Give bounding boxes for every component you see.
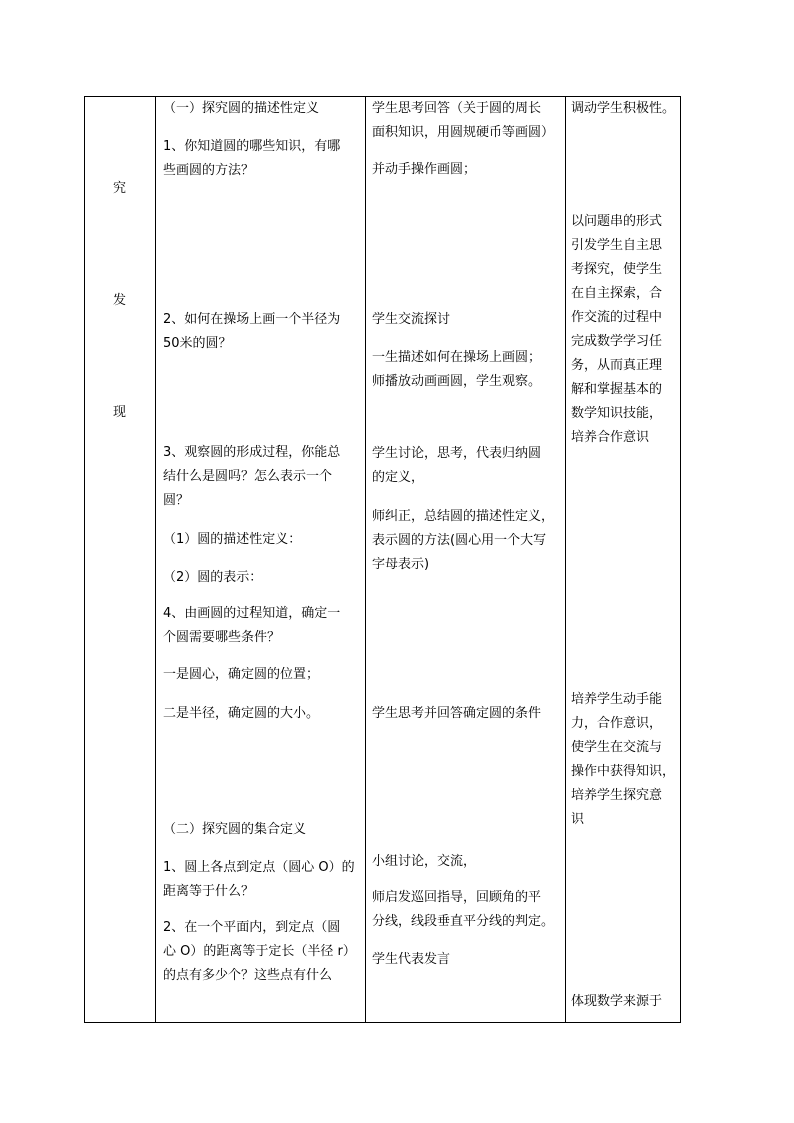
activity-text: 学生思考并回答确定圆的条件 [372, 706, 542, 721]
stage-label: 发 [113, 293, 127, 308]
question-text: 2、在一个平面内，到定点（圆 [163, 920, 341, 935]
question-text: 1、圆上各点到定点（圆心 O）的 [163, 860, 355, 875]
section-heading: （一）探究圆的描述性定义 [163, 101, 320, 116]
table-border-left [84, 96, 85, 1023]
activity-text: 师播放动画画圆，学生观察。 [372, 374, 542, 389]
question-text: 1、你知道圆的哪些知识，有哪 [163, 139, 341, 154]
question-text: 个圆需要哪些条件？ [163, 630, 281, 645]
activity-text: 分线，线段垂直平分线的判定。 [372, 914, 555, 929]
intent-text: 体现数学来源于 [571, 994, 663, 1009]
table-border-right [680, 96, 681, 1023]
question-text: 心 O）的距离等于定长（半径 r） [163, 944, 356, 959]
activity-text: 学生交流探讨 [372, 312, 451, 327]
intent-text: 务，从而真正理 [571, 358, 663, 373]
question-text: 50米的圆？ [163, 336, 232, 351]
column-divider-1 [155, 96, 156, 1023]
activity-text: 学生思考回答（关于圆的周长 [372, 101, 542, 116]
sub-item: （2）圆的表示： [163, 570, 263, 585]
activity-text: 师启发巡回指导，回顾角的平 [372, 890, 542, 905]
question-text: 4、由画圆的过程知道，确定一 [163, 606, 341, 621]
stage-label: 现 [113, 405, 127, 420]
intent-text: 在自主探索，合 [571, 286, 663, 301]
activity-text: 一生描述如何在操场上画圆； [372, 350, 542, 365]
question-text: 距离等于什么？ [163, 884, 255, 899]
intent-text: 培养合作意识 [571, 430, 650, 445]
intent-text: 以问题串的形式 [571, 214, 663, 229]
activity-text: 表示圆的方法(圆心用一个大写 [372, 533, 547, 548]
activity-text: 并动手操作画圆； [372, 162, 477, 177]
activity-text: 面积知识，用圆规硬币等画圆） [372, 125, 555, 140]
intent-text: 解和掌握基本的 [571, 382, 663, 397]
answer-text: 二是半径，确定圆的大小。 [163, 706, 320, 721]
question-text: 圆？ [163, 493, 190, 508]
column-divider-2 [365, 96, 366, 1023]
intent-text: 完成数学学习任 [571, 334, 663, 349]
intent-text: 调动学生积极性。 [571, 101, 676, 116]
question-text: 结什么是圆吗？怎么表示一个 [163, 469, 333, 484]
answer-text: 一是圆心，确定圆的位置； [163, 667, 320, 682]
intent-text: 考探究，使学生 [571, 262, 663, 277]
activity-text: 学生代表发言 [372, 952, 451, 967]
intent-text: 力，合作意识， [571, 716, 663, 731]
intent-text: 数学知识技能， [571, 406, 663, 421]
intent-text: 操作中获得知识， [571, 764, 676, 779]
section-heading: （二）探究圆的集合定义 [163, 822, 307, 837]
intent-text: 使学生在交流与 [571, 740, 663, 755]
activity-text: 的定义， [372, 470, 425, 485]
stage-label: 究 [113, 181, 127, 196]
activity-text: 学生讨论，思考，代表归纳圆 [372, 446, 542, 461]
question-text: 的点有多少个？这些点有什么 [163, 968, 333, 983]
question-text: 3、观察圆的形成过程，你能总 [163, 445, 341, 460]
activity-text: 师纠正，总结圆的描述性定义， [372, 509, 555, 524]
intent-text: 识 [571, 812, 585, 827]
column-divider-3 [565, 96, 566, 1023]
activity-text: 字母表示) [372, 557, 430, 572]
intent-text: 作交流的过程中 [571, 310, 663, 325]
sub-item: （1）圆的描述性定义： [163, 532, 302, 547]
intent-text: 培养学生动手能 [571, 692, 663, 707]
question-text: 2、如何在操场上画一个半径为 [163, 312, 341, 327]
intent-text: 培养学生探究意 [571, 788, 663, 803]
question-text: 些画圆的方法？ [163, 163, 255, 178]
activity-text: 小组讨论，交流， [372, 854, 477, 869]
intent-text: 引发学生自主思 [571, 238, 663, 253]
